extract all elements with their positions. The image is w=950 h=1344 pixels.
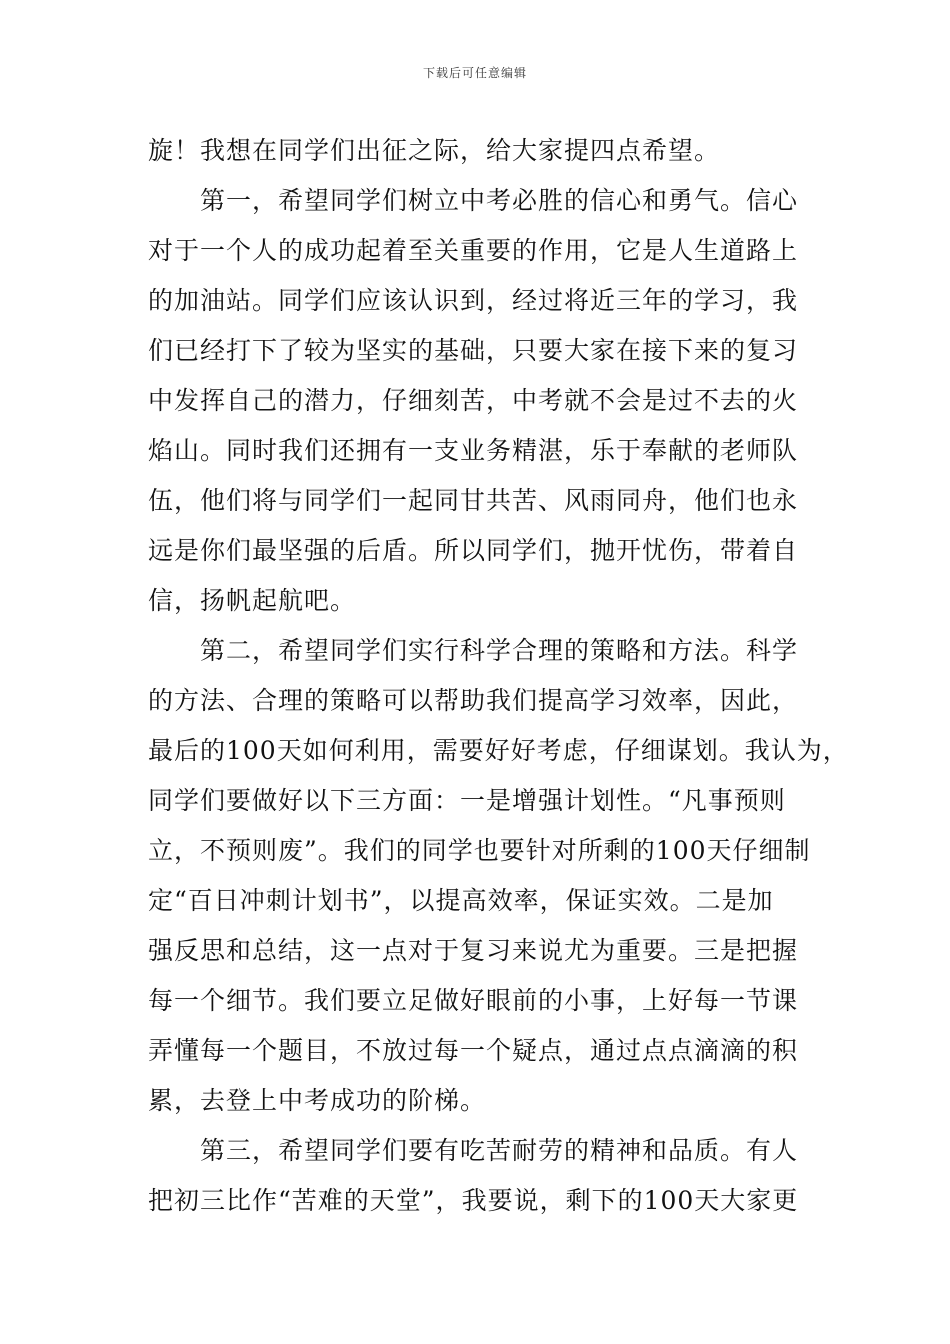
text-line: 累，去登上中考成功的阶梯。 — [148, 1086, 487, 1115]
text-line: 焰山。同时我们还拥有一支业务精湛，乐于奉献的老师队 — [148, 436, 799, 465]
document-body — [148, 126, 849, 1226]
text-line: 对于一个人的成功起着至关重要的作用，它是人生道路上 — [148, 236, 799, 265]
text-line: 旋！我想在同学们出征之际，给大家提四点希望。 — [148, 136, 721, 165]
paragraph-first-line: 第二，希望同学们实行科学合理的策略和方法。科学 — [200, 636, 799, 665]
text-line: 远是你们最坚强的后盾。所以同学们，抛开忧伤，带着自 — [148, 536, 799, 565]
text-line: 强反思和总结，这一点对于复习来说尤为重要。三是把握 — [148, 936, 799, 965]
text-line: 每一个细节。我们要立足做好眼前的小事，上好每一节课 — [148, 986, 799, 1015]
paragraph-first-line: 第三，希望同学们要有吃苦耐劳的精神和品质。有人 — [200, 1136, 799, 1165]
text-line: 定“百日冲刺计划书”，以提高效率，保证实效。二是加 — [148, 886, 774, 915]
text-line: 们已经打下了较为坚实的基础，只要大家在接下来的复习 — [148, 336, 799, 365]
text-line: 的方法、合理的策略可以帮助我们提高学习效率，因此， — [148, 686, 799, 715]
page-header-note: 下载后可任意编辑 — [422, 66, 527, 80]
text-line: 弄懂每一个题目，不放过每一个疑点，通过点点滴滴的积 — [148, 1036, 799, 1065]
text-line: 伍，他们将与同学们一起同甘共苦、风雨同舟，他们也永 — [148, 486, 799, 515]
text-line: 最后的100天如何利用，需要好好考虑，仔细谋划。我认为， — [148, 736, 849, 765]
text-line: 同学们要做好以下三方面：一是增强计划性。“凡事预则 — [148, 786, 786, 815]
text-line: 信，扬帆起航吧。 — [148, 586, 357, 615]
paragraph-first-line: 第一，希望同学们树立中考必胜的信心和勇气。信心 — [200, 186, 799, 215]
text-line: 把初三比作“苦难的天堂”，我要说，剩下的100天大家更 — [148, 1186, 799, 1215]
text-line: 中发挥自己的潜力，仔细刻苦，中考就不会是过不去的火 — [148, 386, 799, 415]
text-line: 立，不预则废”。我们的同学也要针对所剩的100天仔细制 — [148, 836, 811, 865]
text-line: 的加油站。同学们应该认识到，经过将近三年的学习，我 — [148, 286, 799, 315]
